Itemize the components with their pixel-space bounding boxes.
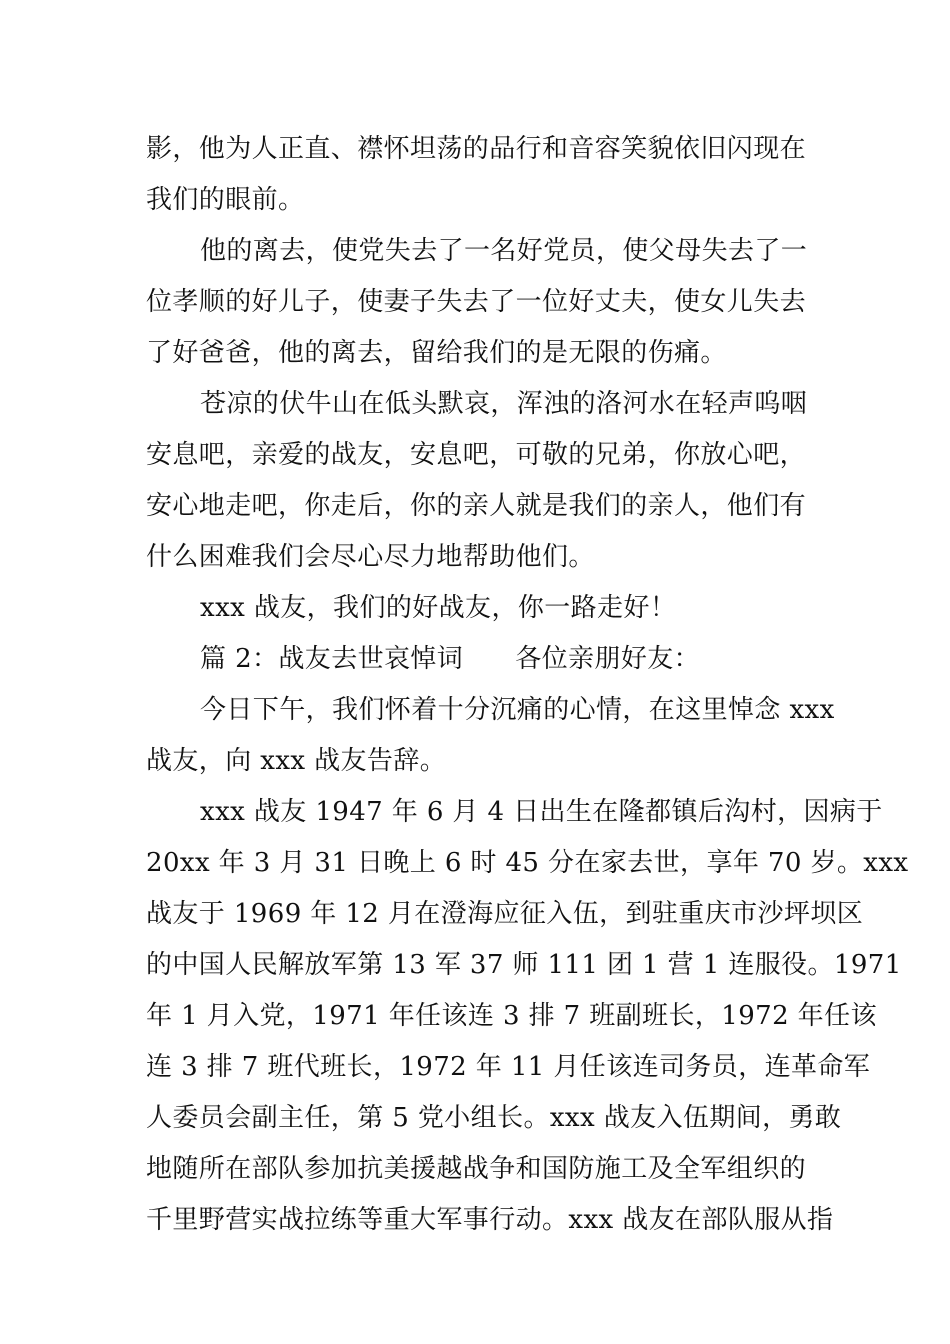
text-line: 安息吧，亲爱的战友，安息吧，可敬的兄弟，你放心吧， bbox=[146, 440, 807, 470]
text-line: 我们的眼前。 bbox=[146, 185, 305, 215]
paragraph-start: xxx 战友 1947 年 6 月 4 日出生在隆都镇后沟村，因病于 bbox=[200, 797, 883, 827]
text-line: 安心地走吧，你走后，你的亲人就是我们的亲人，他们有 bbox=[146, 491, 807, 521]
document-body bbox=[146, 124, 909, 1246]
section-heading: 篇 2：战友去世哀悼词 bbox=[200, 644, 464, 674]
paragraph-start: 苍凉的伏牛山在低头默哀，浑浊的洛河水在轻声呜咽 bbox=[200, 389, 808, 419]
paragraph-start: 今日下午，我们怀着十分沉痛的心情，在这里悼念 xxx bbox=[200, 695, 835, 725]
paragraph-start: 他的离去，使党失去了一名好党员，使父母失去了一 bbox=[200, 236, 808, 266]
text-line: 战友，向 xxx 战友告辞。 bbox=[146, 746, 447, 776]
text-line: 影，他为人正直、襟怀坦荡的品行和音容笑貌依旧闪现在 bbox=[146, 134, 807, 164]
text-line: 年 1 月入党，1971 年任该连 3 排 7 班副班长，1972 年任该 bbox=[146, 1001, 877, 1031]
salutation: 各位亲朋好友： bbox=[515, 644, 701, 674]
text-line: 什么困难我们会尽心尽力地帮助他们。 bbox=[146, 542, 595, 572]
text-line: 连 3 排 7 班代班长，1972 年 11 月任该连司务员，连革命军 bbox=[146, 1052, 871, 1082]
paragraph-start: xxx 战友，我们的好战友，你一路走好！ bbox=[200, 593, 677, 623]
text-line: 地随所在部队参加抗美援越战争和国防施工及全军组织的 bbox=[146, 1154, 807, 1184]
text-line: 的中国人民解放军第 13 军 37 师 111 团 1 营 1 连服役。1971 bbox=[146, 950, 902, 980]
text-line: 位孝顺的好儿子，使妻子失去了一位好丈夫，使女儿失去 bbox=[146, 287, 807, 317]
text-line: 人委员会副主任，第 5 党小组长。xxx 战友入伍期间，勇敢 bbox=[146, 1103, 842, 1133]
text-line: 了好爸爸，他的离去，留给我们的是无限的伤痛。 bbox=[146, 338, 727, 368]
text-line: 20xx 年 3 月 31 日晚上 6 时 45 分在家去世，享年 70 岁。xxx bbox=[146, 848, 909, 878]
text-line: 千里野营实战拉练等重大军事行动。xxx 战友在部队服从指 bbox=[146, 1205, 834, 1235]
section-heading-line bbox=[146, 634, 811, 685]
text-line: 战友于 1969 年 12 月在澄海应征入伍，到驻重庆市沙坪坝区 bbox=[146, 899, 864, 929]
